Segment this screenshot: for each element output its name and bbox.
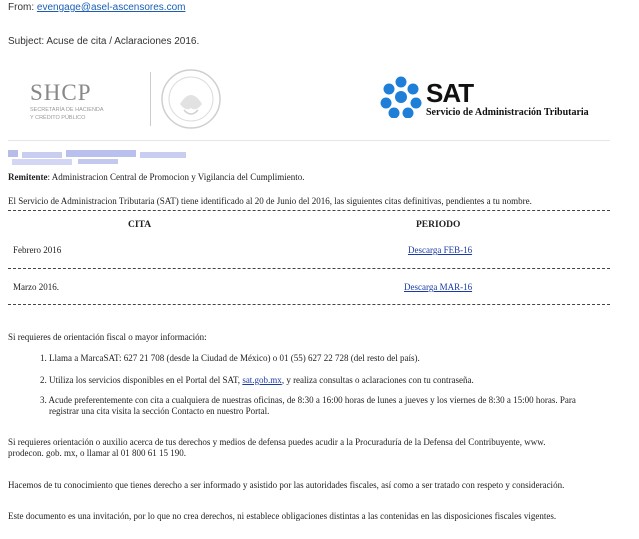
from-address-link[interactable]: evengage@asel-ascensores.com — [36, 2, 186, 13]
row-2-cita: Marzo 2016. — [13, 282, 59, 292]
header-periodo: PERIODO — [416, 220, 461, 230]
redacted-recipient — [8, 150, 186, 166]
logo-divider — [150, 72, 151, 126]
from-label: From: — [8, 2, 35, 13]
invitacion-text: Este documento es una invitación, por lo que no crea derechos, ni establece obligaciones distintas a las contenidas en las disposiciones fiscales vigentes. — [8, 511, 557, 521]
sat-dots-icon — [380, 76, 422, 118]
intro-text: El Servicio de Administracion Tributaria (SAT) tiene identificado al 20 de Junio del 2016, las siguientes citas definitivas, pendientes a tu nombre. — [8, 196, 532, 206]
descarga-mar-link[interactable]: Descarga MAR-16 — [404, 282, 473, 292]
prodecon-text: Si requieres orientación o auxilio acerca de tus derechos y medios de defensa puedes acudir a la Procuraduría de la Defensa del Contribuyente, www. prodecon. gob. mx, o llamar al 01 800 61 15 190. — [8, 437, 546, 458]
derechos-text: Hacemos de tu conocimiento que tienes derecho a ser informado y asistido por las autoridades fiscales, así como a ser tratado con respeto y consideración. — [8, 480, 565, 490]
divider-top — [8, 210, 610, 211]
email-from — [8, 2, 185, 13]
email-banner — [8, 58, 610, 141]
descarga-feb-link[interactable]: Descarga FEB-16 — [408, 245, 473, 255]
mexico-seal-icon — [160, 68, 222, 130]
divider-mid — [8, 268, 610, 269]
remitente-value: : Administracion Central de Promocion y Vigilancia del Cumplimiento. — [47, 172, 305, 182]
list-item-1: 1. Llama a MarcaSAT: 627 21 708 (desde la Ciudad de México) o 01 (55) 627 22 728 (del resto del país). — [40, 353, 420, 363]
remitente-line — [8, 172, 305, 182]
sat-gob-link[interactable]: sat.gob.mx — [242, 375, 282, 385]
row-1-cita: Febrero 2016 — [13, 245, 62, 255]
orientation-intro: Si requieres de orientación fiscal o mayor información: — [8, 332, 207, 342]
shcp-title: SHCP — [30, 80, 92, 105]
shcp-logo — [30, 80, 104, 122]
list-item-2: 2. Utiliza los servicios disponibles en el Portal del SAT, sat.gob.mx, y realiza consultas o aclaraciones con tu contraseña. — [40, 375, 474, 385]
shcp-subtitle-1: SECRETARÍA DE HACIENDA — [30, 107, 104, 113]
subject-label: Subject: — [8, 36, 45, 47]
email-subject — [8, 36, 199, 47]
sat-title: SAT — [426, 78, 474, 108]
divider-bottom — [8, 304, 610, 305]
sat-subtitle: Servicio de Administración Tributaria — [426, 107, 589, 118]
subject-value: Acuse de cita / Aclaraciones 2016. — [46, 36, 200, 47]
shcp-subtitle-2: Y CRÉDITO PÚBLICO — [30, 115, 86, 121]
list-item-3: 3. Acude preferentemente con cita a cualquiera de nuestras oficinas, de 8:30 a 16:00 horas de lunes a jueves y los viernes de 8:30 a 15:00 horas. Para registrar una cita visita la sección Contacto en nuestro Portal. — [40, 395, 576, 416]
header-cita: CITA — [128, 220, 152, 230]
remitente-label: Remitente — [8, 172, 48, 182]
